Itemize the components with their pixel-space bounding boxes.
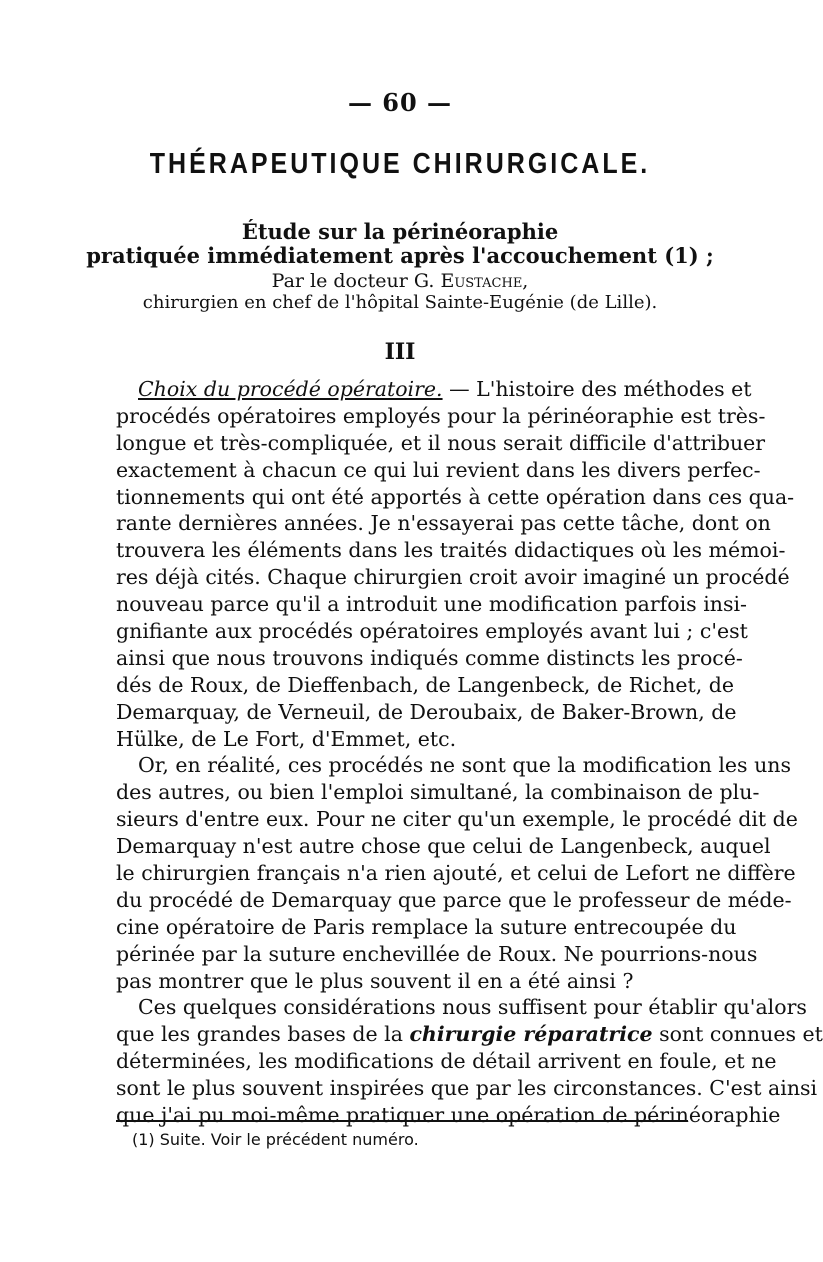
body-text [116, 376, 823, 1129]
italic-term: chirurgie réparatrice [409, 1022, 653, 1047]
paragraph-2-line: sieurs d'entre eux. Pour ne citer qu'un exemple, le procédé dit de [116, 807, 798, 832]
paragraph-3-line: sont le plus souvent inspirées que par les circonstances. C'est ainsi [116, 1076, 818, 1101]
paragraph-2-line: périnée par la suture enchevillée de Roux. Ne pourrions-nous [116, 941, 758, 966]
section-number: III [384, 339, 416, 365]
paragraph-1-line: exactement à chacun ce qui lui revient dans les divers perfec- [116, 457, 761, 482]
paragraph-2-line: Or, en réalité, ces procédés ne sont que la modification les uns [138, 753, 792, 778]
footnote-divider [116, 1120, 688, 1122]
page-number: — 60 — [347, 88, 453, 117]
paragraph-2-line: le chirurgien français n'a rien ajouté, et celui de Lefort ne diffère [116, 861, 796, 886]
paragraph-2-line: des autres, ou bien l'emploi simultané, la combinaison de plu- [116, 780, 760, 805]
author-line [0, 271, 800, 292]
paragraph-1-line: tionnements qui ont été apportés à cette opération dans ces qua- [116, 484, 795, 509]
paragraph-1-line: dés de Roux, de Dieffenbach, de Langenbeck, de Richet, de [116, 672, 735, 697]
paragraph-1-line: procédés opératoires employés pour la périnéoraphie est très- [116, 403, 766, 428]
paragraph-2-line: Demarquay n'est autre chose que celui de Langenbeck, auquel [116, 834, 771, 859]
paragraph-2-line: cine opératoire de Paris remplace la suture entrecoupée du [116, 914, 737, 939]
author-name: Eustache, [440, 270, 529, 292]
paragraph-1-line: Demarquay, de Verneuil, de Deroubaix, de Baker-Brown, de [116, 699, 737, 724]
paragraph-3-line: Ces quelques considérations nous suffisent pour établir qu'alors [138, 995, 807, 1020]
paragraph-1-line: ainsi que nous trouvons indiqués comme distincts les procé- [116, 645, 743, 670]
paragraph-1-line: Hülke, de Le Fort, d'Emmet, etc. [116, 726, 457, 751]
paragraph-1-line: Choix du procédé opératoire. — L'histoire des méthodes et [138, 377, 752, 401]
paragraph-1-line: trouvera les éléments dans les traités didactiques où les mémoi- [116, 538, 786, 563]
article-title [0, 220, 800, 268]
paragraph-1-line: nouveau parce qu'il a introduit une modification parfois insi- [116, 592, 747, 617]
section-title: THÉRAPEUTIQUE CHIRURGICALE. [149, 147, 651, 181]
lead-phrase: Choix du procédé opératoire. [138, 377, 443, 401]
article-title-line-1: Étude sur la périnéoraphie [241, 219, 559, 244]
article-title-line-2: pratiquée immédiatement après l'accouchement (1) ; [86, 243, 714, 268]
paragraph-2-line: pas montrer que le plus souvent il en a été ainsi ? [116, 968, 634, 993]
paragraph-1-line: longue et très-compliquée, et il nous serait difficile d'attribuer [116, 430, 766, 455]
paragraph-2-line: du procédé de Demarquay que parce que le professeur de méde- [116, 887, 792, 912]
author-prefix: Par le docteur G. [271, 270, 441, 292]
paragraph-3-line: que j'ai pu moi-même pratiquer une opération de périnéoraphie [116, 1103, 781, 1128]
author-affiliation: chirurgien en chef de l'hôpital Sainte-Eugénie (de Lille). [142, 292, 658, 313]
paragraph-1-line: gnifiante aux procédés opératoires employés avant lui ; c'est [116, 619, 748, 644]
paragraph-3-line: déterminées, les modifications de détail arrivent en foule, et ne [116, 1049, 777, 1074]
paragraph-1-line: res déjà cités. Chaque chirurgien croit avoir imaginé un procédé [116, 565, 790, 590]
footnote: (1) Suite. Voir le précédent numéro. [132, 1130, 419, 1149]
paragraph-1-line: rante dernières années. Je n'essayerai pas cette tâche, dont on [116, 511, 771, 536]
paragraph-3-line: que les grandes bases de la chirurgie réparatrice sont connues et [116, 1022, 823, 1047]
